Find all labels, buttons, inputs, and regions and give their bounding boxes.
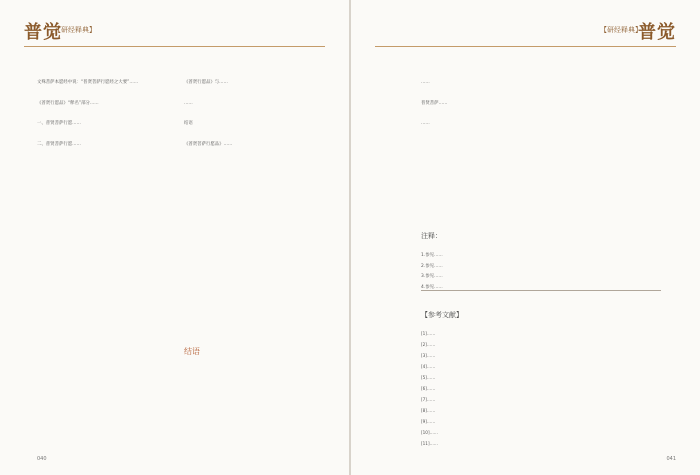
header-rule <box>375 46 676 47</box>
section-label: 【研经释典】 <box>54 26 96 34</box>
reference-item: [3]…… <box>421 353 436 358</box>
reference-item: [1]…… <box>421 331 436 336</box>
note-item: 1.参见…… <box>421 253 443 258</box>
conclusion-heading: 结语 <box>184 347 200 356</box>
right-header <box>351 18 700 44</box>
references-list <box>421 328 686 449</box>
header-rule <box>24 46 325 47</box>
left-column-2: 《普贤行愿品》与…… …… 结语 《普贤菩萨行愿品》…… <box>184 80 233 147</box>
reference-item: [6]…… <box>421 386 436 391</box>
reference-item: [2]…… <box>421 342 436 347</box>
references-title: 【参考文献】 <box>421 311 463 319</box>
notes-block <box>421 231 443 293</box>
left-header <box>0 18 349 44</box>
left-column-1: 文殊菩萨本愿经中说：“普贤菩萨行愿经之大要”…… 《普贤行愿品》“释名”部分…… 一、普贤菩萨行愿…… 二、普贤菩萨行愿…… <box>37 80 139 147</box>
page-number-left: 040 <box>37 456 47 462</box>
references-divider <box>421 290 661 291</box>
references-block <box>421 310 686 449</box>
reference-item: [7]…… <box>421 397 436 402</box>
left-page <box>0 0 349 475</box>
reference-item: [5]…… <box>421 375 436 380</box>
note-item: 3.参见…… <box>421 274 443 279</box>
journal-logo: 普觉 <box>638 22 676 43</box>
notes-list <box>421 251 443 293</box>
journal-logo: 普觉 <box>24 22 62 43</box>
right-body: …… 普贤菩萨…… …… <box>421 80 448 127</box>
reference-item: [8]…… <box>421 408 436 413</box>
notes-title: 注释： <box>421 232 442 240</box>
section-label: 【研经释典】 <box>600 26 642 34</box>
note-item: 2.参见…… <box>421 263 443 269</box>
note-item: 4.参见…… <box>421 284 443 290</box>
reference-item: [9]…… <box>421 419 436 424</box>
reference-item: [4]…… <box>421 364 436 369</box>
page-number-right: 041 <box>666 456 676 462</box>
reference-item: [11]…… <box>421 441 438 446</box>
reference-item: [10]…… <box>421 430 438 435</box>
right-page <box>351 0 700 475</box>
